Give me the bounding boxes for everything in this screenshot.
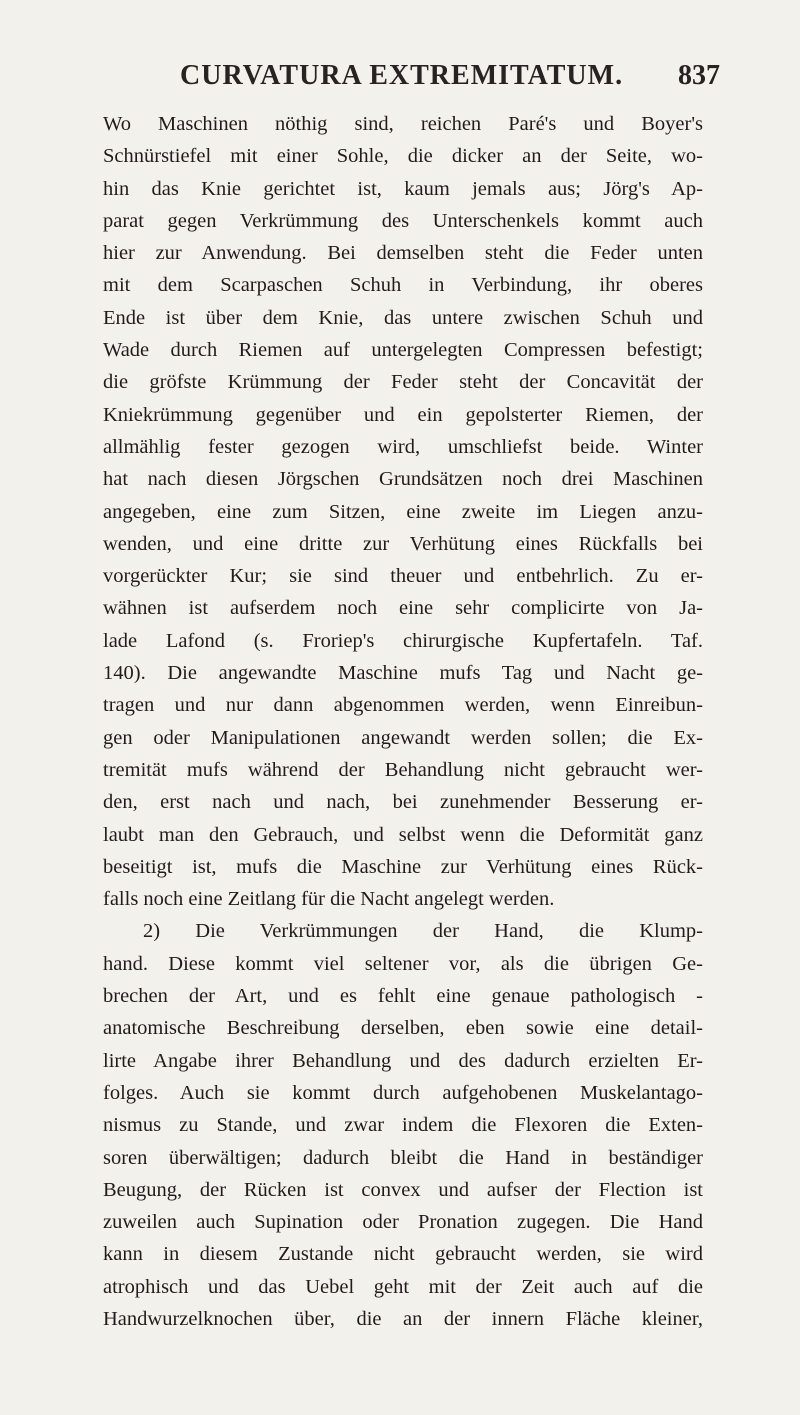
- text-line: atrophisch und das Uebel geht mit der Zeit auch auf die: [103, 1275, 703, 1298]
- text-line: folges. Auch sie kommt durch aufgehobenen Muskelantago-: [103, 1081, 703, 1104]
- text-line: hand. Diese kommt viel seltener vor, als die übrigen Ge-: [103, 952, 703, 975]
- text-line: laubt man den Gebrauch, und selbst wenn die Deformität ganz: [103, 823, 703, 846]
- text-line: Beugung, der Rücken ist convex und aufser der Flection ist: [103, 1178, 703, 1201]
- text-line: den, erst nach und nach, bei zunehmender Besserung er-: [103, 791, 703, 814]
- text-line: allmählig fester gezogen wird, umschliefst beide. Winter: [103, 435, 703, 458]
- text-line: beseitigt ist, mufs die Maschine zur Verhütung eines Rück-: [103, 855, 703, 878]
- paragraph-end-line: falls noch eine Zeitlang für die Nacht angelegt werden.: [103, 888, 555, 911]
- text-line: Wo Maschinen nöthig sind, reichen Paré's und Boyer's: [103, 113, 703, 135]
- text-line: kann in diesem Zustande nicht gebraucht werden, sie wird: [103, 1243, 703, 1266]
- header-title: CURVATURA EXTREMITATUM.: [180, 60, 624, 91]
- text-line: die gröfste Krümmung der Feder steht der Concavität der: [103, 371, 703, 394]
- text-line: angegeben, eine zum Sitzen, eine zweite im Liegen anzu-: [103, 500, 703, 523]
- text-line: lirte Angabe ihrer Behandlung und des dadurch erzielten Er-: [103, 1049, 703, 1072]
- text-line: vorgerückter Kur; sie sind theuer und entbehrlich. Zu er-: [103, 565, 703, 588]
- text-line: brechen der Art, und es fehlt eine genaue pathologisch -: [103, 985, 703, 1008]
- text-line: Ende ist über dem Knie, das untere zwischen Schuh und: [103, 306, 703, 329]
- text-line: Kniekrümmung gegenüber und ein gepolsterter Riemen, der: [103, 403, 703, 426]
- text-line: hin das Knie gerichtet ist, kaum jemals aus; Jörg's Ap-: [103, 177, 703, 200]
- body-text: [103, 108, 703, 1335]
- text-line: wenden, und eine dritte zur Verhütung eines Rückfalls bei: [103, 532, 703, 555]
- section-heading-line: 2) Die Verkrümmungen der Hand, die Klump-: [143, 920, 703, 943]
- text-line: tragen und nur dann abgenommen werden, wenn Einreibun-: [103, 694, 703, 717]
- text-line: lade Lafond (s. Froriep's chirurgische Kupfertafeln. Taf.: [103, 629, 703, 652]
- text-line: tremität mufs während der Behandlung nicht gebraucht wer-: [103, 758, 703, 781]
- text-line: wähnen ist aufserdem noch eine sehr complicirte von Ja-: [103, 597, 703, 620]
- text-line: mit dem Scarpaschen Schuh in Verbindung, ihr oberes: [103, 274, 703, 297]
- text-line: Schnürstiefel mit einer Sohle, die dicker an der Seite, wo-: [103, 145, 703, 168]
- page-number: 837: [678, 60, 720, 91]
- text-line: hat nach diesen Jörgschen Grundsätzen noch drei Maschinen: [103, 468, 703, 491]
- text-line: gen oder Manipulationen angewandt werden sollen; die Ex-: [103, 726, 703, 749]
- running-header: [140, 60, 720, 100]
- text-line: hier zur Anwendung. Bei demselben steht die Feder unten: [103, 242, 703, 265]
- text-line: zuweilen auch Supination oder Pronation zugegen. Die Hand: [103, 1211, 703, 1234]
- text-line: 140). Die angewandte Maschine mufs Tag und Nacht ge-: [103, 662, 703, 685]
- text-line: anatomische Beschreibung derselben, eben sowie eine detail-: [103, 1017, 703, 1040]
- text-line: parat gegen Verkrümmung des Unterschenkels kommt auch: [103, 209, 703, 232]
- text-line: nismus zu Stande, und zwar indem die Flexoren die Exten-: [103, 1114, 703, 1137]
- text-line: Wade durch Riemen auf untergelegten Compressen befestigt;: [103, 339, 703, 362]
- text-line: Handwurzelknochen über, die an der innern Fläche kleiner,: [103, 1307, 703, 1330]
- text-line: soren überwältigen; dadurch bleibt die Hand in beständiger: [103, 1146, 703, 1169]
